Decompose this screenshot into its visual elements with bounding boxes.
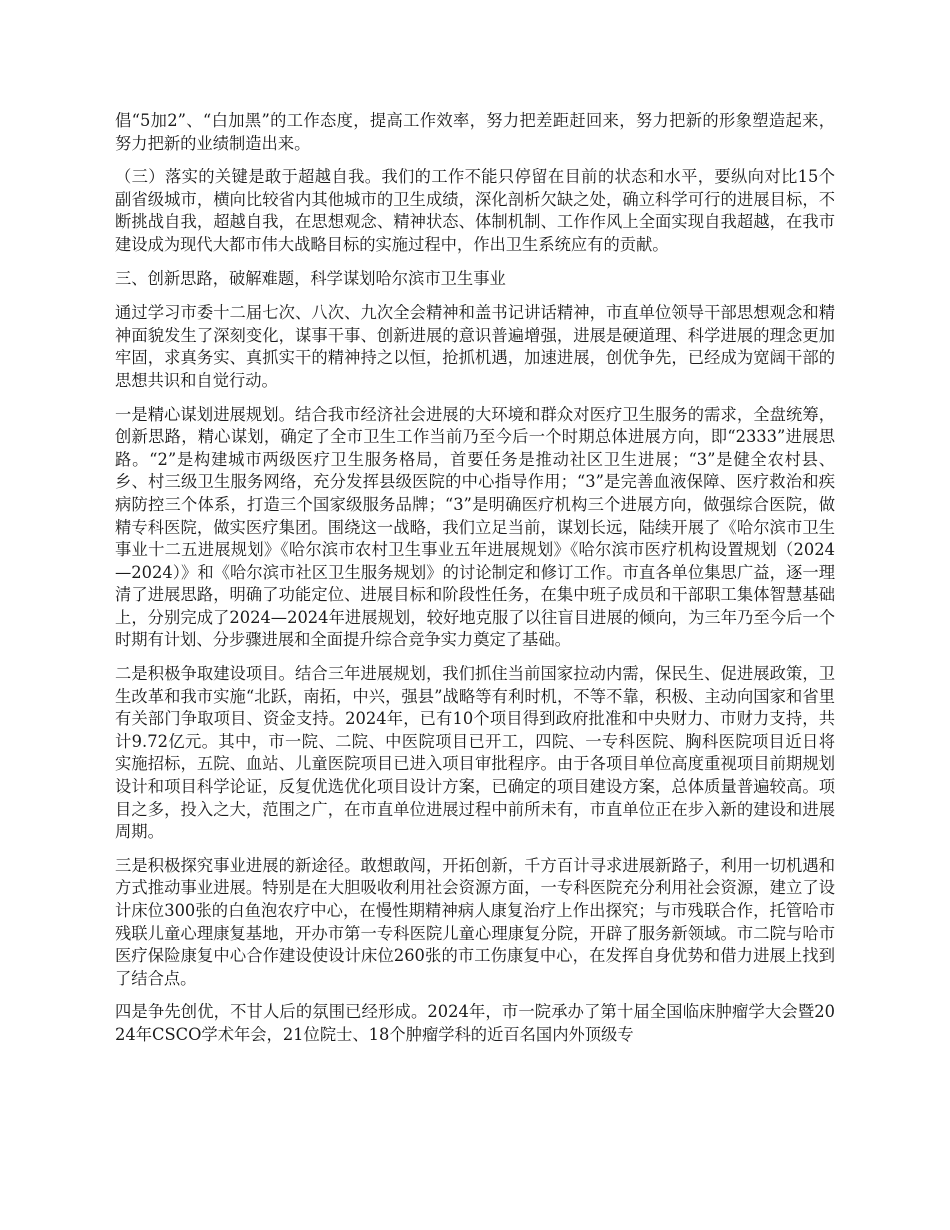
paragraph-work-attitude: 倡“5加2”、“白加黑”的工作态度，提高工作效率，努力把差距赶回来，努力把新的形象塑造起来，努力把新的业绩制造出来。 — [115, 111, 835, 153]
section-heading-innovation: 三、创新思路，破解难题，科学谋划哈尔滨市卫生事业 — [115, 268, 506, 288]
paragraph-striving-excellence: 四是争先创优，不甘人后的氛围已经形成。2024年，市一院承办了第十届全国临床肿瘤学大会暨2024年CSCO学术年会，21位院士、18个肿瘤学科的近百名国内外顶级专 — [115, 1002, 835, 1044]
document-page — [115, 110, 835, 1058]
paragraph-study-spirit: 通过学习市委十二届七次、八次、九次全会精神和盖书记讲话精神，市直单位领导干部思想观念和精神面貌发生了深刻变化，谋事干事、创新进展的意识普遍增强，进展是硬道理、科学进展的理念更加牢固，求真务实、真抓实干的精神持之以恒，抢抓机遇，加速进展，创优争先，已经成为宽阔干部的思想共识和自觉行动。 — [115, 303, 835, 390]
paragraph-projects: 二是积极争取建设项目。结合三年进展规划，我们抓住当前国家拉动内需，保民生、促进展政策，卫生改革和我市实施“北跃，南拓，中兴，强县”战略等有利时机，不等不靠，积极、主动向国家和省里有关部门争取项目、资金支持。2024年，已有10个项目得到政府批准和中央财力、市财力支持，共计9.72亿元。其中，市一院、二院、中医院项目已开工，四院、一专科医院、胸科医院项目近日将实施招标，五院、血站、儿童医院项目已进入项目审批程序。由于各项目单位高度重视项目前期规划设计和项目科学论证，反复优选优化项目设计方案，已确定的项目建设方案，总体质量普遍较高。项目之多，投入之大，范围之广，在市直单位进展过程中前所未有，市直单位正在步入新的建设和进展周期。 — [115, 664, 835, 842]
paragraph-new-approaches: 三是积极探究事业进展的新途径。敢想敢闯，开拓创新，千方百计寻求进展新路子，利用一切机遇和方式推动事业进展。特别是在大胆吸收利用社会资源方面，一专科医院充分利用社会资源，建立了设计床位300张的白鱼泡农疗中心，在慢性期精神病人康复治疗上作出探究；与市残联合作，托管哈市残联儿童心理康复基地，开办市第一专科医院儿童心理康复分院，开辟了服务新领域。市二院与哈市医疗保险康复中心合作建设使设计床位260张的市工伤康复中心，在发挥自身优势和借力进展上找到了结合点。 — [115, 855, 835, 988]
paragraph-planning: 一是精心谋划进展规划。结合我市经济社会进展的大环境和群众对医疗卫生服务的需求，全盘统筹，创新思路，精心谋划，确定了全市卫生工作当前乃至今后一个时期总体进展方向，即“2333”进展思路。“2”是构建城市两级医疗卫生服务格局，首要任务是推动社区卫生进展；“3”是健全农村县、乡、村三级卫生服务网络，充分发挥县级医院的中心指导作用；“3”是完善血液保障、医疗救治和疾病防控三个体系，打造三个国家级服务品牌；“3”是明确医疗机构三个进展方向，做强综合医院，做精专科医院，做实医疗集团。围绕这一战略，我们立足当前，谋划长远，陆续开展了《哈尔滨市卫生事业十二五进展规划》《哈尔滨市农村卫生事业五年进展规划》《哈尔滨市医疗机构设置规划（2024—2024）》和《哈尔滨市社区卫生服务规划》的讨论制定和修订工作。市直各单位集思广益，逐一理清了进展思路，明确了功能定位、进展目标和阶段性任务，在集中班子成员和干部职工集体智慧基础上，分别完成了2024—2024年进展规划，较好地克服了以往盲目进展的倾向，为三年乃至今后一个时期有计划、分步骤进展和全面提升综合竞争实力奠定了基础。 — [115, 404, 835, 650]
paragraph-surpass-self: （三）落实的关键是敢于超越自我。我们的工作不能只停留在目前的状态和水平，要纵向对比15个副省级城市，横向比较省内其他城市的卫生成绩，深化剖析欠缺之处，确立科学可行的进展目标，不断挑战自我，超越自我，在思想观念、精神状态、体制机制、工作作风上全面实现自我超越，在我市建设成为现代大都市伟大战略目标的实施过程中，作出卫生系统应有的贡献。 — [115, 167, 835, 254]
